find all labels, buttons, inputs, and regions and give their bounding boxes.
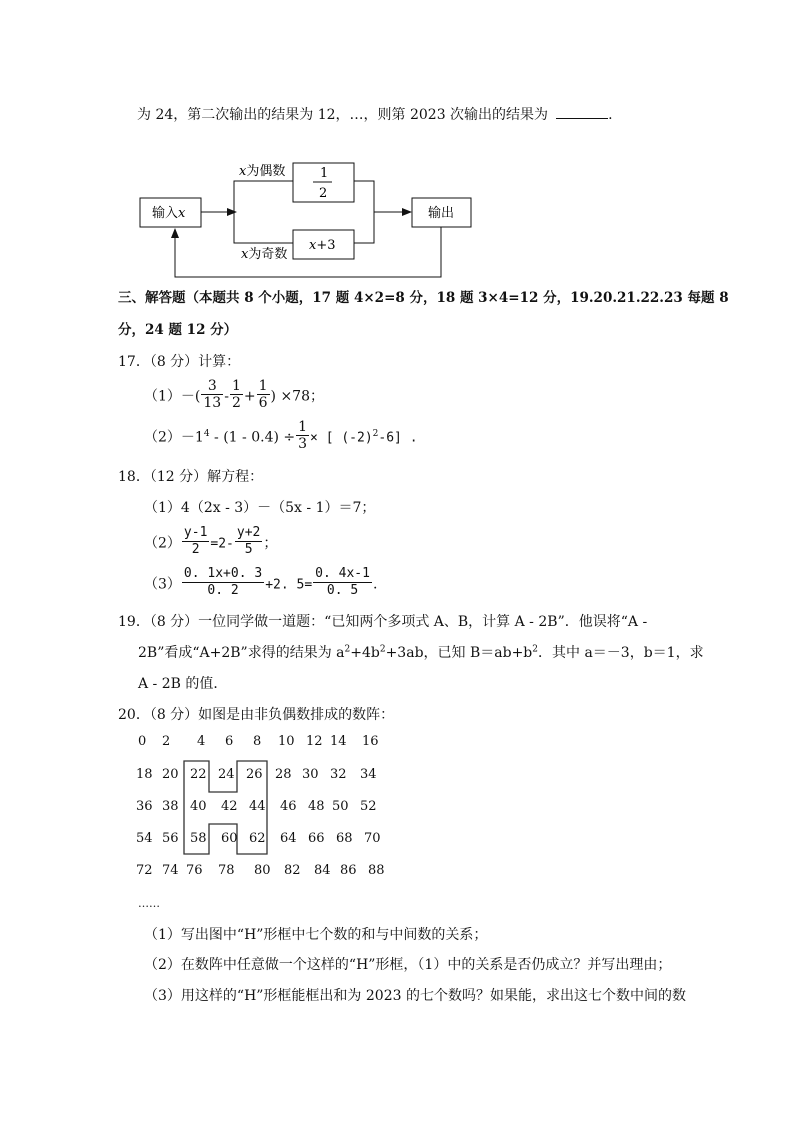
fraction: $\frac{3}{13}$ [203, 378, 222, 411]
grid-number: 86 [340, 863, 357, 878]
grid-number: 84 [314, 863, 331, 878]
section3-line2: 分，24 题 12 分） [118, 322, 238, 338]
grid-number: 44 [249, 799, 266, 814]
grid-number: 34 [360, 767, 377, 782]
grid-number: 28 [275, 767, 292, 782]
grid-number: 64 [280, 831, 297, 846]
fraction: $\frac{y-1}{2}$ [183, 525, 208, 557]
q18-part3: （3） $\frac{0. 1x+0. 3}{0. 2}$ +2. 5= $\frac{0. 4x-1}{0. 5}$ . [144, 566, 378, 598]
grid-number: 26 [246, 767, 263, 782]
grid-number: 10 [278, 734, 295, 749]
fraction: $\frac{1}{3}$ [298, 419, 308, 452]
grid-number: 2 [162, 734, 171, 749]
grid-number: 6 [225, 734, 234, 749]
grid-number: 4 [197, 734, 206, 749]
grid-number: 0 [138, 734, 147, 749]
q19-line3: A - 2B 的值． [138, 676, 228, 692]
fraction: $\frac{1}{2}$ [231, 378, 241, 411]
plus3-label: x+3 [309, 238, 336, 253]
grid-number: 80 [254, 863, 271, 878]
grid-number: 66 [308, 831, 325, 846]
q20-sub2: （2）在数阵中任意做一个这样的“H”形框，（1）中的关系是否仍成立？并写出理由； [144, 957, 672, 973]
top-line-text: 为 24，第二次输出的结果为 12，…，则第 2023 次输出的结果为 [137, 107, 549, 123]
half-numerator: 1 [320, 166, 329, 181]
q17-part1: （1）－( $\frac{3}{13}$ - $\frac{1}{2}$ + $\frac{1}{6}$ ) ×78； [144, 378, 324, 411]
grid-number: 22 [190, 767, 207, 782]
section3-line1: 三、解答题（本题共 8 个小题，17 题 4×2=8 分，18 题 3×4=12 分，19.20.21.22.23 每题 8 [118, 290, 729, 306]
grid-number: 78 [218, 863, 235, 878]
grid-number: 82 [284, 863, 301, 878]
grid-number: 48 [308, 799, 325, 814]
q19-line2: 2B”看成“A+2B”求得的结果为 $a^2+4b^2+3ab$，已知 $B=ab+b^2$．其中 a＝－3，b＝1，求 [138, 644, 704, 661]
ellipsis: …… [138, 897, 160, 910]
grid-number: 62 [249, 831, 266, 846]
grid-number: 68 [336, 831, 353, 846]
q17-part2: $(2)-1^4 - (1 - 0.4)$ ÷ $\frac{1}{3}$ × [ $(-2)^2-6$] . [144, 419, 418, 452]
grid-number: 52 [360, 799, 377, 814]
half-denominator: 2 [319, 186, 328, 201]
grid-number: 70 [364, 831, 381, 846]
grid-number: 72 [136, 863, 153, 878]
grid-number: 60 [221, 831, 238, 846]
grid-number: 50 [332, 799, 349, 814]
q18-heading: 18．（12 分）解方程： [118, 469, 264, 485]
q20-sub1: （1）写出图中“H”形框中七个数的和与中间数的关系； [144, 927, 488, 943]
grid-number: 24 [218, 767, 235, 782]
fraction: $\frac{0. 4x-1}{0. 5}$ [315, 566, 370, 598]
grid-number: 32 [330, 767, 347, 782]
fraction: $\frac{1}{6}$ [258, 378, 268, 411]
grid-number: 76 [186, 863, 203, 878]
even-label: x为偶数 [239, 164, 286, 179]
grid-number: 58 [190, 831, 207, 846]
q18-part2: （2） $\frac{y-1}{2}$ =2- $\frac{y+2}{5}$ ； [144, 525, 278, 557]
q20-heading: 20．（8 分）如图是由非负偶数排成的数阵： [118, 707, 395, 723]
grid-number: 74 [162, 863, 179, 878]
grid-number: 8 [253, 734, 262, 749]
q18-part1: （1）4（2x - 3）－（5x - 1）＝7； [144, 500, 376, 516]
grid-number: 14 [330, 734, 347, 749]
top-line-end: . [608, 107, 613, 123]
grid-number: 54 [136, 831, 153, 846]
grid-number: 88 [368, 863, 385, 878]
grid-number: 30 [302, 767, 319, 782]
grid-number: 16 [362, 734, 379, 749]
grid-number: 20 [162, 767, 179, 782]
q17-heading: 17．（8 分）计算： [118, 354, 241, 370]
grid-number: 42 [221, 799, 238, 814]
grid-number: 56 [162, 831, 179, 846]
fraction: $\frac{0. 1x+0. 3}{0. 2}$ [183, 566, 263, 598]
grid-number: 40 [190, 799, 207, 814]
q19-line1: 19．（8 分）一位同学做一道题：“已知两个多项式 A、B，计算 A - 2B”．他误将“A - [118, 614, 648, 630]
grid-number: 18 [136, 767, 153, 782]
fraction: $\frac{y+2}{5}$ [236, 525, 261, 557]
input-label: 输入x [152, 206, 186, 221]
grid-number: 36 [136, 799, 153, 814]
q20-sub3: （3）用这样的“H”形框能框出和为 2023 的七个数吗？如果能，求出这七个数中间的数 [144, 988, 686, 1004]
grid-number: 12 [306, 734, 323, 749]
output-label: 输出 [428, 206, 455, 221]
odd-label: x为奇数 [241, 247, 288, 262]
grid-number: 46 [280, 799, 297, 814]
grid-number: 38 [162, 799, 179, 814]
